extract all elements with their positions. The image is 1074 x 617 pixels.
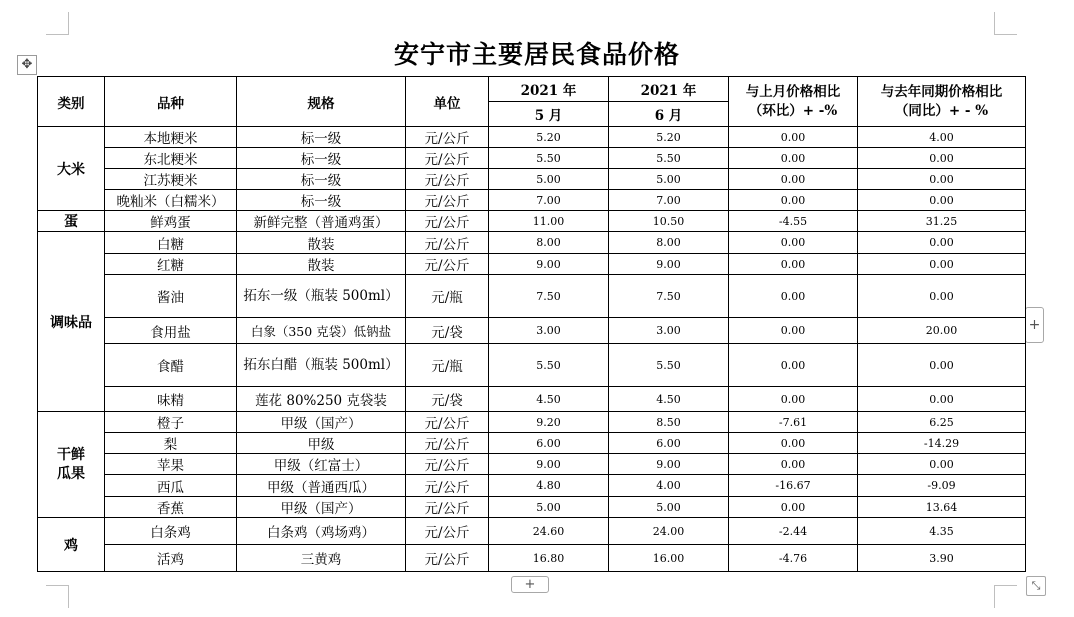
item-cell: 白糖 [105,232,237,254]
mom-cell: 0.00 [729,454,858,475]
may-price-cell: 9.00 [489,454,609,475]
header-mom-line1: 与上月价格相比 [745,83,841,100]
yoy-cell: 31.25 [858,211,1026,232]
mom-cell: 0.00 [729,318,858,344]
spec-cell: 标一级 [237,127,406,148]
header-yoy-line1: 与去年同期价格相比 [880,83,1003,100]
mom-cell: 0.00 [729,190,858,211]
mom-cell: -7.61 [729,412,858,433]
table-row [38,169,1026,190]
table-row [38,211,1026,232]
header-item: 品种 [105,77,237,127]
spec-cell: 甲级（国产） [237,412,406,433]
june-price-cell: 9.00 [609,454,729,475]
may-price-cell: 7.50 [489,275,609,318]
yoy-cell: 6.25 [858,412,1026,433]
may-price-cell: 5.00 [489,169,609,190]
table-row [38,318,1026,344]
spec-cell: 标一级 [237,148,406,169]
header-june-year: 2021 年 [609,77,729,102]
unit-cell: 元/瓶 [406,344,489,387]
june-price-cell: 8.50 [609,412,729,433]
item-cell: 西瓜 [105,475,237,497]
unit-cell: 元/公斤 [406,454,489,475]
header-may-month: 5 月 [489,102,609,127]
yoy-cell: -9.09 [858,475,1026,497]
yoy-cell: 0.00 [858,344,1026,387]
unit-cell: 元/公斤 [406,211,489,232]
yoy-cell: 4.35 [858,518,1026,545]
item-cell: 苹果 [105,454,237,475]
yoy-cell: 0.00 [858,190,1026,211]
mom-cell: 0.00 [729,254,858,275]
june-price-cell: 4.00 [609,475,729,497]
table-row [38,545,1026,572]
may-price-cell: 11.00 [489,211,609,232]
mom-cell: -2.44 [729,518,858,545]
item-cell: 味精 [105,387,237,412]
item-cell: 橙子 [105,412,237,433]
may-price-cell: 4.80 [489,475,609,497]
mom-cell: 0.00 [729,497,858,518]
unit-cell: 元/公斤 [406,127,489,148]
spec-cell: 标一级 [237,190,406,211]
spec-cell: 白象（350 克袋）低钠盐 [237,318,406,344]
spec-cell: 拓东白醋（瓶装 500ml） [237,344,406,387]
june-price-cell: 8.00 [609,232,729,254]
header-row [38,77,1026,102]
category-rice: 大米 [38,127,105,211]
june-price-cell: 24.00 [609,518,729,545]
item-cell: 活鸡 [105,545,237,572]
spec-cell: 标一级 [237,169,406,190]
header-month-on-month [729,77,858,127]
table-row [38,497,1026,518]
table-row [38,148,1026,169]
june-price-cell: 10.50 [609,211,729,232]
mom-cell: -4.55 [729,211,858,232]
item-cell: 食醋 [105,344,237,387]
may-price-cell: 3.00 [489,318,609,344]
table-move-handle-icon[interactable]: ✥ [17,55,37,75]
spec-cell: 甲级（红富士） [237,454,406,475]
table-row [38,412,1026,433]
june-price-cell: 5.00 [609,169,729,190]
table-row [38,518,1026,545]
item-cell: 酱油 [105,275,237,318]
unit-cell: 元/公斤 [406,190,489,211]
yoy-cell: 0.00 [858,387,1026,412]
header-yoy-line2: （同比）+ - % [894,102,989,119]
table-row [38,275,1026,318]
page-corner-mark-top-left [46,12,69,35]
table-row [38,344,1026,387]
yoy-cell: 0.00 [858,454,1026,475]
may-price-cell: 5.20 [489,127,609,148]
table-row [38,232,1026,254]
yoy-cell: 13.64 [858,497,1026,518]
yoy-cell: 0.00 [858,275,1026,318]
table-row [38,475,1026,497]
yoy-cell: 4.00 [858,127,1026,148]
unit-cell: 元/公斤 [406,148,489,169]
may-price-cell: 5.50 [489,344,609,387]
page-corner-mark-top-right [994,12,1017,35]
june-price-cell: 7.00 [609,190,729,211]
spec-cell: 新鲜完整（普通鸡蛋） [237,211,406,232]
mom-cell: 0.00 [729,127,858,148]
unit-cell: 元/袋 [406,318,489,344]
mom-cell: 0.00 [729,275,858,318]
item-cell: 红糖 [105,254,237,275]
june-price-cell: 16.00 [609,545,729,572]
page-corner-mark-bottom-right [994,585,1017,608]
item-cell: 香蕉 [105,497,237,518]
table-row [38,433,1026,454]
unit-cell: 元/公斤 [406,545,489,572]
unit-cell: 元/公斤 [406,518,489,545]
header-mom-line2: （环比）+ -% [748,102,838,119]
june-price-cell: 9.00 [609,254,729,275]
mom-cell: -4.76 [729,545,858,572]
category-fruit-line1: 干鲜 [57,446,85,463]
june-price-cell: 5.20 [609,127,729,148]
add-column-button[interactable]: + [1025,307,1044,343]
june-price-cell: 3.00 [609,318,729,344]
item-cell: 江苏粳米 [105,169,237,190]
category-egg: 蛋 [38,211,105,232]
category-seasoning: 调味品 [38,232,105,412]
item-cell: 本地粳米 [105,127,237,148]
unit-cell: 元/袋 [406,387,489,412]
may-price-cell: 4.50 [489,387,609,412]
may-price-cell: 16.80 [489,545,609,572]
table-row [38,254,1026,275]
item-cell: 梨 [105,433,237,454]
mom-cell: -16.67 [729,475,858,497]
item-cell: 白条鸡 [105,518,237,545]
june-price-cell: 5.50 [609,148,729,169]
spec-cell: 甲级（普通西瓜） [237,475,406,497]
mom-cell: 0.00 [729,148,858,169]
may-price-cell: 9.00 [489,254,609,275]
spec-cell: 三黄鸡 [237,545,406,572]
may-price-cell: 5.50 [489,148,609,169]
table-row [38,387,1026,412]
yoy-cell: 0.00 [858,232,1026,254]
unit-cell: 元/公斤 [406,254,489,275]
mom-cell: 0.00 [729,387,858,412]
june-price-cell: 6.00 [609,433,729,454]
header-year-on-year [858,77,1026,127]
spec-cell: 莲花 80%250 克袋装 [237,387,406,412]
item-cell: 东北粳米 [105,148,237,169]
header-category: 类别 [38,77,105,127]
june-price-cell: 4.50 [609,387,729,412]
may-price-cell: 24.60 [489,518,609,545]
category-fruit-line2: 瓜果 [57,465,85,482]
yoy-cell: 0.00 [858,148,1026,169]
table-row [38,454,1026,475]
item-cell: 鲜鸡蛋 [105,211,237,232]
spec-cell: 散装 [237,232,406,254]
add-row-button[interactable]: + [511,576,549,593]
may-price-cell: 6.00 [489,433,609,454]
spec-cell: 甲级 [237,433,406,454]
yoy-cell: 0.00 [858,169,1026,190]
june-price-cell: 5.50 [609,344,729,387]
yoy-cell: 3.90 [858,545,1026,572]
category-fruit [38,412,105,518]
may-price-cell: 9.20 [489,412,609,433]
yoy-cell: 0.00 [858,254,1026,275]
yoy-cell: 20.00 [858,318,1026,344]
table-row [38,127,1026,148]
spec-cell: 散装 [237,254,406,275]
category-chicken: 鸡 [38,518,105,572]
header-unit: 单位 [406,77,489,127]
mom-cell: 0.00 [729,433,858,454]
yoy-cell: -14.29 [858,433,1026,454]
document-title: 安宁市主要居民食品价格 [393,40,680,69]
june-price-cell: 7.50 [609,275,729,318]
unit-cell: 元/瓶 [406,275,489,318]
header-spec: 规格 [237,77,406,127]
table-row [38,190,1026,211]
unit-cell: 元/公斤 [406,169,489,190]
unit-cell: 元/公斤 [406,475,489,497]
header-june-month: 6 月 [609,102,729,127]
spec-cell: 甲级（国产） [237,497,406,518]
item-cell: 食用盐 [105,318,237,344]
mom-cell: 0.00 [729,344,858,387]
spec-cell: 白条鸡（鸡场鸡） [237,518,406,545]
page-corner-mark-bottom-left [46,585,69,608]
unit-cell: 元/公斤 [406,497,489,518]
may-price-cell: 7.00 [489,190,609,211]
header-may-year: 2021 年 [489,77,609,102]
unit-cell: 元/公斤 [406,232,489,254]
mom-cell: 0.00 [729,169,858,190]
may-price-cell: 8.00 [489,232,609,254]
item-cell: 晚籼米（白糯米） [105,190,237,211]
table-resize-handle-icon[interactable]: ⤡ [1026,576,1046,596]
price-table [37,76,1026,572]
mom-cell: 0.00 [729,232,858,254]
may-price-cell: 5.00 [489,497,609,518]
june-price-cell: 5.00 [609,497,729,518]
unit-cell: 元/公斤 [406,412,489,433]
spec-cell: 拓东一级（瓶装 500ml） [237,275,406,318]
unit-cell: 元/公斤 [406,433,489,454]
